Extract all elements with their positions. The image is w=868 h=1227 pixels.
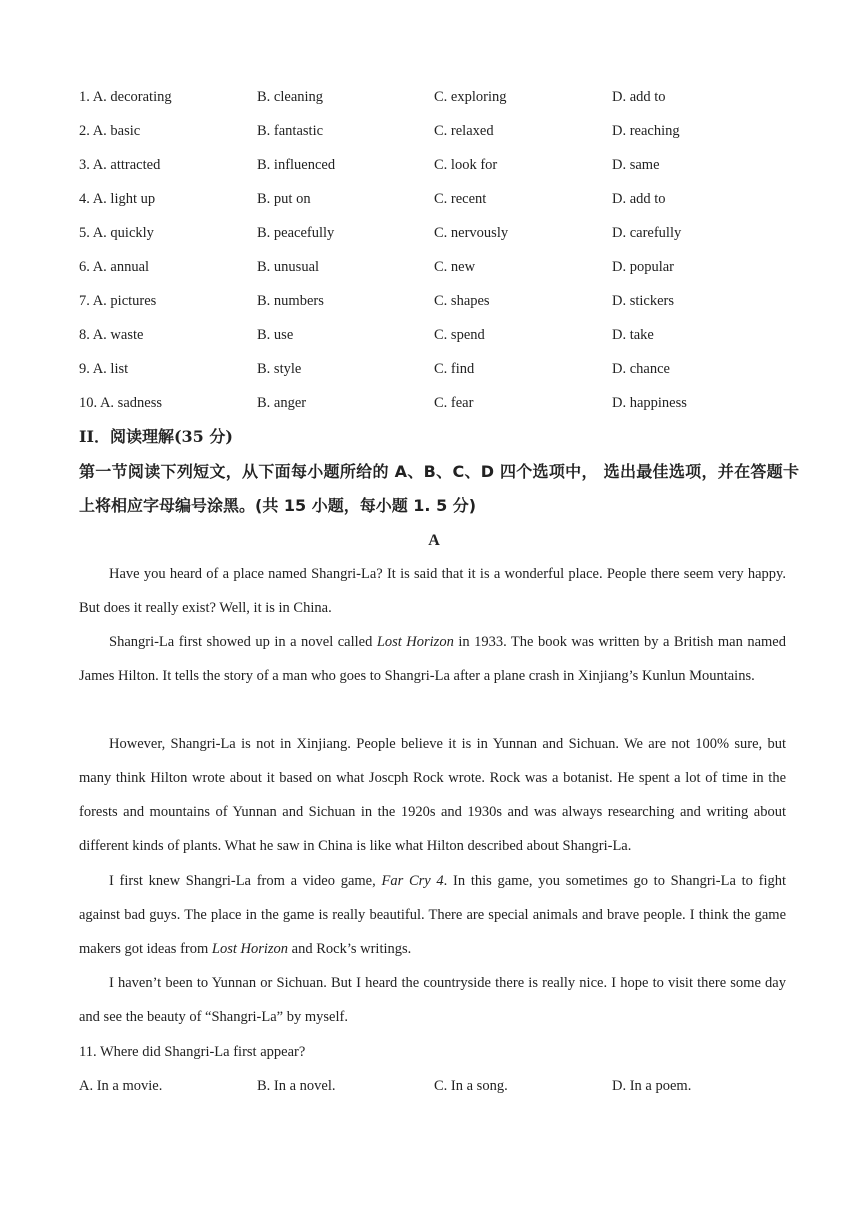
option-b: B. cleaning: [257, 89, 324, 105]
option-b: B. In a novel.: [257, 1078, 336, 1094]
option-a: 10. A. sadness: [79, 395, 162, 411]
passage-paragraph: However, Shangri-La is not in Xinjiang. People believe it is in Yunnan and Sichuan. We are not 100% sure, but many think Hilton wrote about it based on what Joscph Rock wrote. Rock was a botanist. He spent a lot of time in the forests and mountains of Yunnan and Sichuan in the 1920s and 1930s and was always researching and writing about different kinds of plants. What he saw in China is like what Hilton described about Shangri-La.: [79, 736, 786, 854]
option-d: D. reaching: [612, 123, 680, 139]
option-c: C. relaxed: [434, 123, 494, 139]
cloze-option-row: [0, 223, 868, 243]
option-d: D. same: [612, 157, 660, 173]
book-title: Lost Horizon: [376, 634, 454, 650]
passage-label: A: [428, 532, 440, 549]
option-a: 3. A. attracted: [79, 157, 161, 173]
section-heading: II．阅读理解(35 分): [79, 427, 233, 446]
cloze-option-row: [0, 87, 868, 107]
passage-paragraph: Have you heard of a place named Shangri-La? It is said that it is a wonderful place. People there seem very happy. But does it really exist? Well, it is in China.: [79, 566, 786, 616]
cloze-option-row: [0, 189, 868, 209]
option-a: 5. A. quickly: [79, 225, 154, 241]
cloze-option-row: [0, 155, 868, 175]
option-a: 7. A. pictures: [79, 293, 157, 309]
section-instructions: 第一节阅读下列短文，从下面每小题所给的 A、B、C、D 四个选项中， 选出最佳选项，并在答题卡上将相应字母编号涂黑。(共 15 小题，每小题 1. 5 分): [79, 462, 799, 515]
option-c: C. new: [434, 259, 476, 275]
option-c: C. nervously: [434, 225, 509, 241]
option-a: 2. A. basic: [79, 123, 141, 139]
cloze-option-row: [0, 121, 868, 141]
option-a: 8. A. waste: [79, 327, 144, 343]
option-c: C. find: [434, 361, 475, 377]
option-d: D. popular: [612, 259, 675, 275]
option-b: B. anger: [257, 395, 307, 411]
option-c: C. In a song.: [434, 1078, 508, 1094]
option-d: D. happiness: [612, 395, 687, 411]
passage-paragraph: I first knew Shangri-La from a video game, Far Cry 4. In this game, you sometimes go to Shangri-La to fight against bad guys. The place in the game is really beautiful. There are special animals and brave people. I think the game makers got ideas from Lost Horizon and Rock’s writings.: [79, 873, 787, 957]
option-b: B. put on: [257, 191, 311, 207]
option-d: D. stickers: [612, 293, 675, 309]
question-stem: 11. Where did Shangri-La first appear?: [79, 1044, 306, 1060]
option-c: C. fear: [434, 395, 474, 411]
cloze-option-row: [0, 325, 868, 345]
cloze-option-row: [0, 359, 868, 379]
cloze-option-row: [0, 291, 868, 311]
option-b: B. numbers: [257, 293, 324, 309]
option-c: C. exploring: [434, 89, 507, 105]
option-b: B. unusual: [257, 259, 320, 275]
option-d: D. add to: [612, 89, 666, 105]
option-c: C. spend: [434, 327, 485, 343]
question-options: [0, 1076, 868, 1096]
cloze-option-row: [0, 257, 868, 277]
passage-paragraph: Shangri-La first showed up in a novel called Lost Horizon in 1933. The book was written by a British man named James Hilton. It tells the story of a man who goes to Shangri-La after a plane crash in Xinjiang’s Kunlun Mountains.: [79, 634, 786, 684]
option-d: D. take: [612, 327, 654, 343]
option-d: D. chance: [612, 361, 670, 377]
cloze-option-row: [0, 393, 868, 413]
option-a: 4. A. light up: [79, 191, 156, 207]
option-b: B. style: [257, 361, 302, 377]
option-a: A. In a movie.: [79, 1078, 163, 1094]
option-b: B. influenced: [257, 157, 336, 173]
option-d: D. carefully: [612, 225, 682, 241]
option-b: B. peacefully: [257, 225, 335, 241]
game-title: Far Cry 4: [381, 873, 444, 889]
option-d: D. add to: [612, 191, 666, 207]
option-b: B. fantastic: [257, 123, 324, 139]
book-title: Lost Horizon: [211, 941, 289, 957]
passage-paragraph: I haven’t been to Yunnan or Sichuan. But I heard the countryside there is really nice. I hope to visit there some day and see the beauty of “Shangri-La” by myself.: [79, 975, 786, 1025]
option-d: D. In a poem.: [612, 1078, 692, 1094]
option-a: 9. A. list: [79, 361, 129, 377]
option-c: C. recent: [434, 191, 487, 207]
option-c: C. shapes: [434, 293, 490, 309]
option-a: 6. A. annual: [79, 259, 150, 275]
option-c: C. look for: [434, 157, 498, 173]
option-b: B. use: [257, 327, 294, 343]
option-a: 1. A. decorating: [79, 89, 172, 105]
